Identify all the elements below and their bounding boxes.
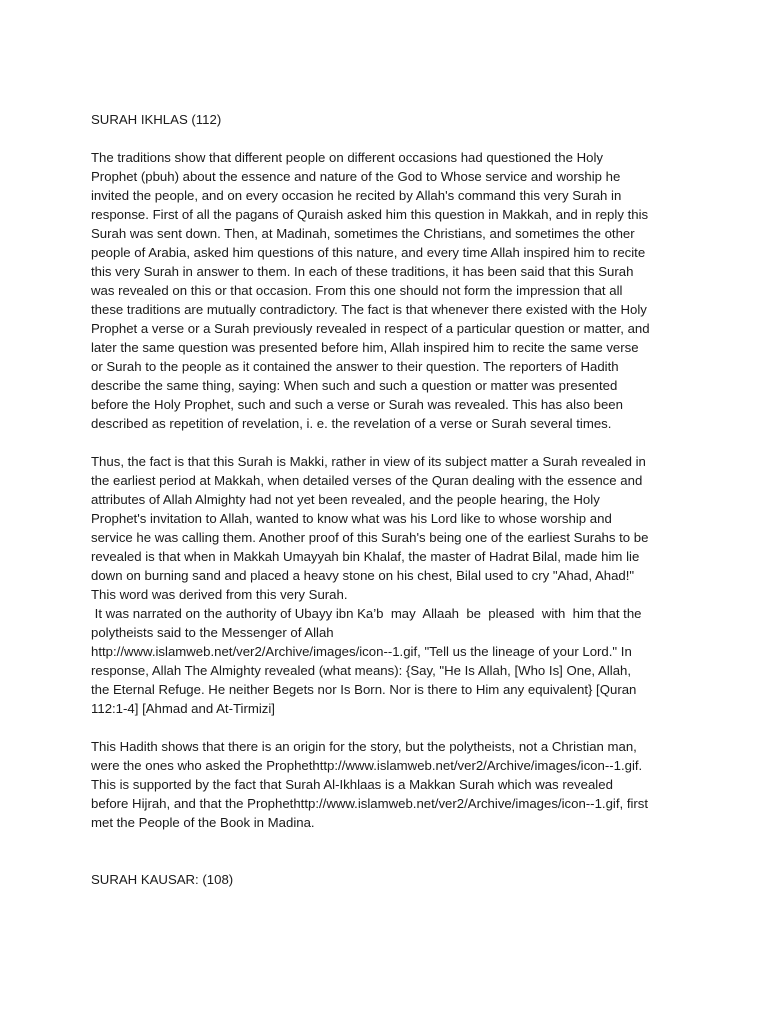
paragraph-line: described as repetition of revelation, i. e. the revelation of a verse or Surah several times. bbox=[91, 416, 612, 431]
section-heading-kausar: SURAH KAUSAR: (108) bbox=[91, 872, 234, 887]
paragraph-line: down on burning sand and placed a heavy stone on his chest, Bilal used to cry "Ahad, Ahad!" bbox=[91, 568, 635, 583]
paragraph-makki bbox=[91, 452, 691, 718]
paragraph-line: later the same question was presented before him, Allah inspired him to recite the same verse bbox=[91, 340, 639, 355]
paragraph-line: response, Allah The Almighty revealed (what means): {Say, "He Is Allah, [Who Is] One, Allah, bbox=[91, 663, 632, 678]
paragraph-line: 112:1-4] [Ahmad and At-Tirmizi] bbox=[91, 701, 275, 716]
paragraph-line: people of Arabia, asked him questions of this nature, and every time Allah inspired him to recite bbox=[91, 245, 646, 260]
paragraph-line: Surah was sent down. Then, at Madinah, sometimes the Christians, and sometimes the other bbox=[91, 226, 635, 241]
paragraph-line: before Hijrah, and that the Prophethttp://www.islamweb.net/ver2/Archive/images/icon--1.gif, first bbox=[91, 796, 649, 811]
paragraph-line: polytheists said to the Messenger of Allah bbox=[91, 625, 334, 640]
paragraph-spacer bbox=[91, 129, 691, 148]
paragraph-line: It was narrated on the authority of Ubayy ibn Ka’b may Allaah be pleased with him that the bbox=[91, 606, 642, 621]
paragraph-traditions bbox=[91, 148, 691, 433]
paragraph-line: attributes of Allah Almighty had not yet been revealed, and the people hearing, the Holy bbox=[91, 492, 600, 507]
paragraph-line: This Hadith shows that there is an origin for the story, but the polytheists, not a Christian man, bbox=[91, 739, 637, 754]
paragraph-line: Prophet a verse or a Surah previously revealed in respect of a particular question or matter, and bbox=[91, 321, 650, 336]
paragraph-spacer bbox=[91, 851, 691, 870]
paragraph-line: response. First of all the pagans of Quraish asked him this question in Makkah, and in reply this bbox=[91, 207, 649, 222]
paragraph-line: http://www.islamweb.net/ver2/Archive/images/icon--1.gif, "Tell us the lineage of your Lord." In bbox=[91, 644, 632, 659]
paragraph-line: were the ones who asked the Prophethttp://www.islamweb.net/ver2/Archive/images/icon--1.gif. bbox=[91, 758, 643, 773]
paragraph-spacer bbox=[91, 832, 691, 851]
paragraph-line: met the People of the Book in Madina. bbox=[91, 815, 315, 830]
paragraph-line: Prophet's invitation to Allah, wanted to know what was his Lord like to whose worship and bbox=[91, 511, 612, 526]
paragraph-line: Prophet (pbuh) about the essence and nature of the God to Whose service and worship he bbox=[91, 169, 621, 184]
section-heading-ikhlas: SURAH IKHLAS (112) bbox=[91, 112, 222, 127]
paragraph-spacer bbox=[91, 718, 691, 737]
paragraph-line: before the Holy Prophet, such and such a verse or Surah was revealed. This has also been bbox=[91, 397, 623, 412]
paragraph-line: This is supported by the fact that Surah Al-Ikhlaas is a Makkan Surah which was revealed bbox=[91, 777, 613, 792]
paragraph-line: This word was derived from this very Surah. bbox=[91, 587, 348, 602]
paragraph-line: or Surah to the people as it contained the answer to their question. The reporters of Hadith bbox=[91, 359, 619, 374]
paragraph-line: was revealed on this or that occasion. From this one should not form the impression that all bbox=[91, 283, 623, 298]
paragraph-line: the Eternal Refuge. He neither Begets nor Is Born. Nor is there to Him any equivalent} [Quran bbox=[91, 682, 637, 697]
paragraph-line: describe the same thing, saying: When such and such a question or matter was presented bbox=[91, 378, 618, 393]
paragraph-line: this very Surah in answer to them. In each of these traditions, it has been said that this Surah bbox=[91, 264, 634, 279]
paragraph-spacer bbox=[91, 433, 691, 452]
paragraph-hadith bbox=[91, 737, 691, 832]
paragraph-line: Thus, the fact is that this Surah is Makki, rather in view of its subject matter a Surah revealed in bbox=[91, 454, 646, 469]
paragraph-line: the earliest period at Makkah, when detailed verses of the Quran dealing with the essence and bbox=[91, 473, 643, 488]
paragraph-line: service he was calling them. Another proof of this Surah's being one of the earliest Surahs to be bbox=[91, 530, 649, 545]
paragraph-line: these traditions are mutually contradictory. The fact is that whenever there existed with the Holy bbox=[91, 302, 647, 317]
paragraph-line: invited the people, and on every occasion he recited by Allah's command this very Surah in bbox=[91, 188, 622, 203]
document-page bbox=[91, 110, 691, 889]
paragraph-line: The traditions show that different people on different occasions had questioned the Holy bbox=[91, 150, 603, 165]
paragraph-line: revealed is that when in Makkah Umayyah bin Khalaf, the master of Hadrat Bilal, made him lie bbox=[91, 549, 640, 564]
